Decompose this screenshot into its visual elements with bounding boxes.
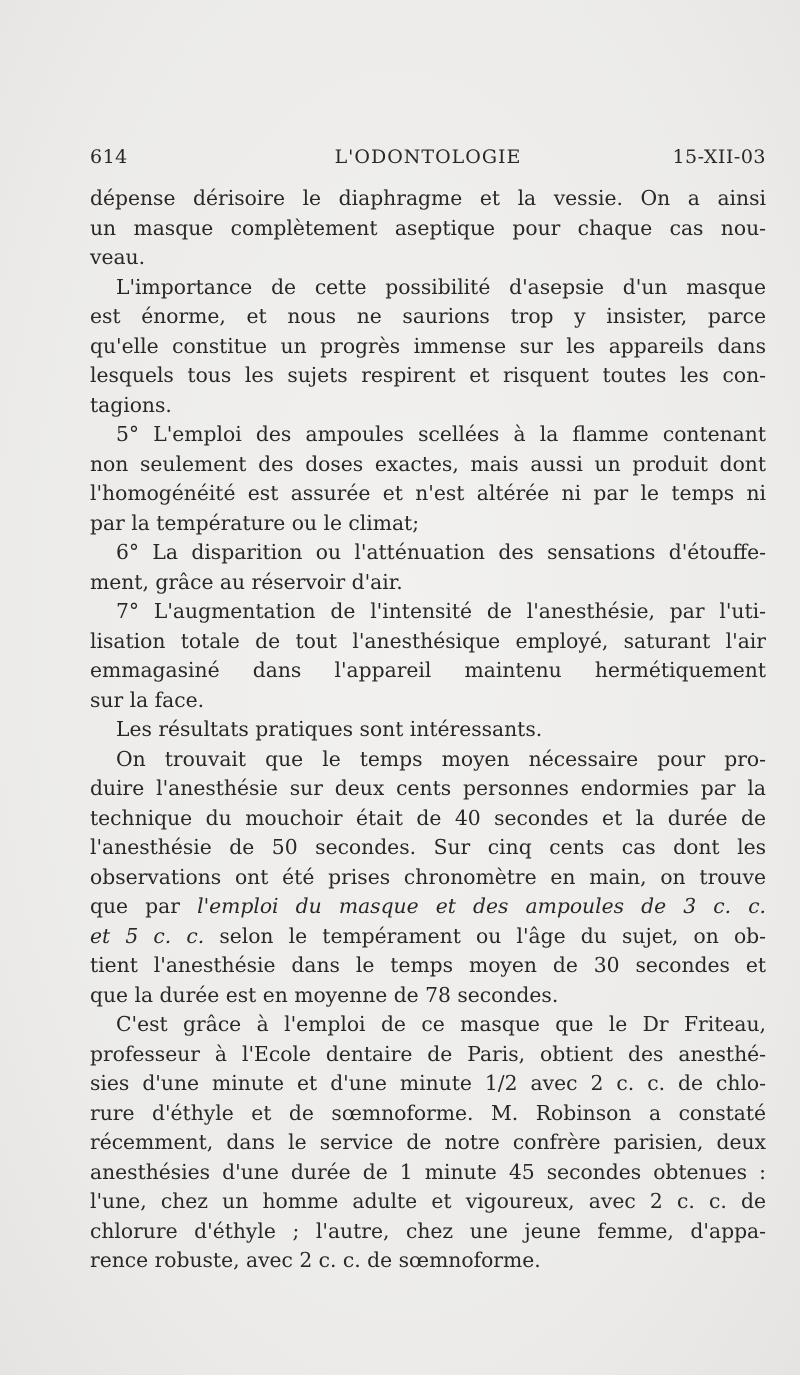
text-line: [90, 184, 766, 214]
line-text: que par: [90, 894, 198, 918]
line-text: l'homogénéité est assurée et n'est altérée ni par le temps ni: [90, 481, 766, 505]
text-line: [90, 538, 766, 568]
text-line: [90, 686, 766, 716]
text-line: [90, 981, 766, 1011]
text-line: [90, 951, 766, 981]
line-text: C'est grâce à l'emploi de ce masque que le Dr Friteau,: [116, 1012, 766, 1036]
text-line: [90, 1069, 766, 1099]
line-text: sies d'une minute et d'une minute 1/2 avec 2 c. c. de chlo-: [90, 1071, 766, 1095]
text-line: [90, 1040, 766, 1070]
text-line: [90, 1246, 766, 1276]
journal-title: L'ODONTOLOGIE: [334, 146, 522, 168]
text-line: [90, 420, 766, 450]
text-line: [90, 332, 766, 362]
line-text: 5° L'emploi des ampoules scellées à la flamme contenant: [116, 422, 766, 446]
text-line: [90, 715, 766, 745]
text-line: [90, 214, 766, 244]
text-line: [90, 774, 766, 804]
text-line: [90, 450, 766, 480]
text-line: [90, 804, 766, 834]
line-text: rence robuste, avec 2 c. c. de sœmnoforme.: [90, 1248, 541, 1272]
text-line: [90, 1010, 766, 1040]
line-text: l'anesthésie de 50 secondes. Sur cinq cents cas dont les: [90, 835, 766, 859]
italic-text: l'emploi du masque et des ampoules de 3 c. c.: [197, 894, 767, 918]
text-line: [90, 656, 766, 686]
line-text: selon le tempérament ou l'âge du sujet, on ob-: [204, 923, 766, 948]
line-text: Les résultats pratiques sont intéressants.: [116, 717, 543, 741]
line-text: anesthésies d'une durée de 1 minute 45 secondes obtenues :: [90, 1159, 766, 1184]
line-text: que la durée est en moyenne de 78 secondes.: [90, 982, 559, 1007]
line-text: tagions.: [90, 392, 172, 417]
text-line: [90, 597, 766, 627]
line-text: non seulement des doses exactes, mais aussi un produit dont: [90, 451, 766, 476]
line-text: emmagasiné dans l'appareil maintenu hermétiquement: [90, 658, 766, 682]
line-text: observations ont été prises chronomètre en main, on trouve: [90, 864, 766, 889]
line-text: lesquels tous les sujets respirent et risquent toutes les con-: [90, 363, 766, 387]
line-text: rure d'éthyle et de sœmnoforme. M. Robinson a constaté: [90, 1100, 766, 1125]
text-line: [90, 391, 766, 421]
line-text: l'une, chez un homme adulte et vigoureux, avec 2 c. c. de: [90, 1189, 766, 1213]
line-text: dépense dérisoire le diaphragme et la vessie. On a ainsi: [90, 186, 766, 210]
text-line: [90, 568, 766, 598]
text-line: [90, 863, 766, 893]
text-line: [90, 479, 766, 509]
running-header: [90, 146, 766, 174]
line-text: technique du mouchoir était de 40 secondes et la durée de: [90, 805, 766, 830]
line-text: un masque complètement aseptique pour chaque cas nou-: [90, 215, 766, 240]
line-text: veau.: [90, 245, 146, 269]
line-text: lisation totale de tout l'anesthésique employé, saturant l'air: [90, 628, 766, 653]
line-text: récemment, dans le service de notre confrère parisien, deux: [90, 1130, 766, 1154]
issue-date: 15-XII-03: [672, 146, 766, 168]
text-line: [90, 302, 766, 332]
italic-text: et 5 c. c.: [90, 923, 205, 948]
text-line: [90, 273, 766, 303]
line-text: professeur à l'Ecole dentaire de Paris, obtient des anesthé-: [90, 1041, 766, 1066]
text-line: [90, 833, 766, 863]
text-line: [90, 243, 766, 273]
line-text: par la température ou le climat;: [90, 510, 420, 535]
text-line: [90, 892, 766, 922]
line-text: qu'elle constitue un progrès immense sur les appareils dans: [90, 333, 766, 358]
line-text: 7° L'augmentation de l'intensité de l'anesthésie, par l'uti-: [116, 599, 766, 623]
line-text: sur la face.: [90, 687, 205, 712]
text-line: [90, 1158, 766, 1188]
line-text: tient l'anesthésie dans le temps moyen de 30 secondes et: [90, 953, 766, 977]
text-line: [90, 627, 766, 657]
text-line: [90, 1217, 766, 1247]
line-text: ment, grâce au réservoir d'air.: [90, 569, 403, 594]
text-line: [90, 1099, 766, 1129]
line-text: est énorme, et nous ne saurions trop y insister, parce: [90, 304, 766, 328]
line-text: 6° La disparition ou l'atténuation des sensations d'étouffe-: [116, 540, 766, 564]
line-text: chlorure d'éthyle ; l'autre, chez une jeune femme, d'appa-: [90, 1218, 766, 1243]
page-number: 614: [90, 146, 128, 168]
text-line: [90, 361, 766, 391]
body-text: [90, 184, 766, 1276]
text-line: [90, 745, 766, 775]
line-text: On trouvait que le temps moyen nécessaire pour pro-: [116, 746, 766, 771]
line-text: L'importance de cette possibilité d'asepsie d'un masque: [116, 274, 766, 299]
text-line: [90, 922, 766, 952]
text-line: [90, 1128, 766, 1158]
text-line: [90, 509, 766, 539]
text-line: [90, 1187, 766, 1217]
line-text: duire l'anesthésie sur deux cents personnes endormies par la: [90, 776, 766, 800]
